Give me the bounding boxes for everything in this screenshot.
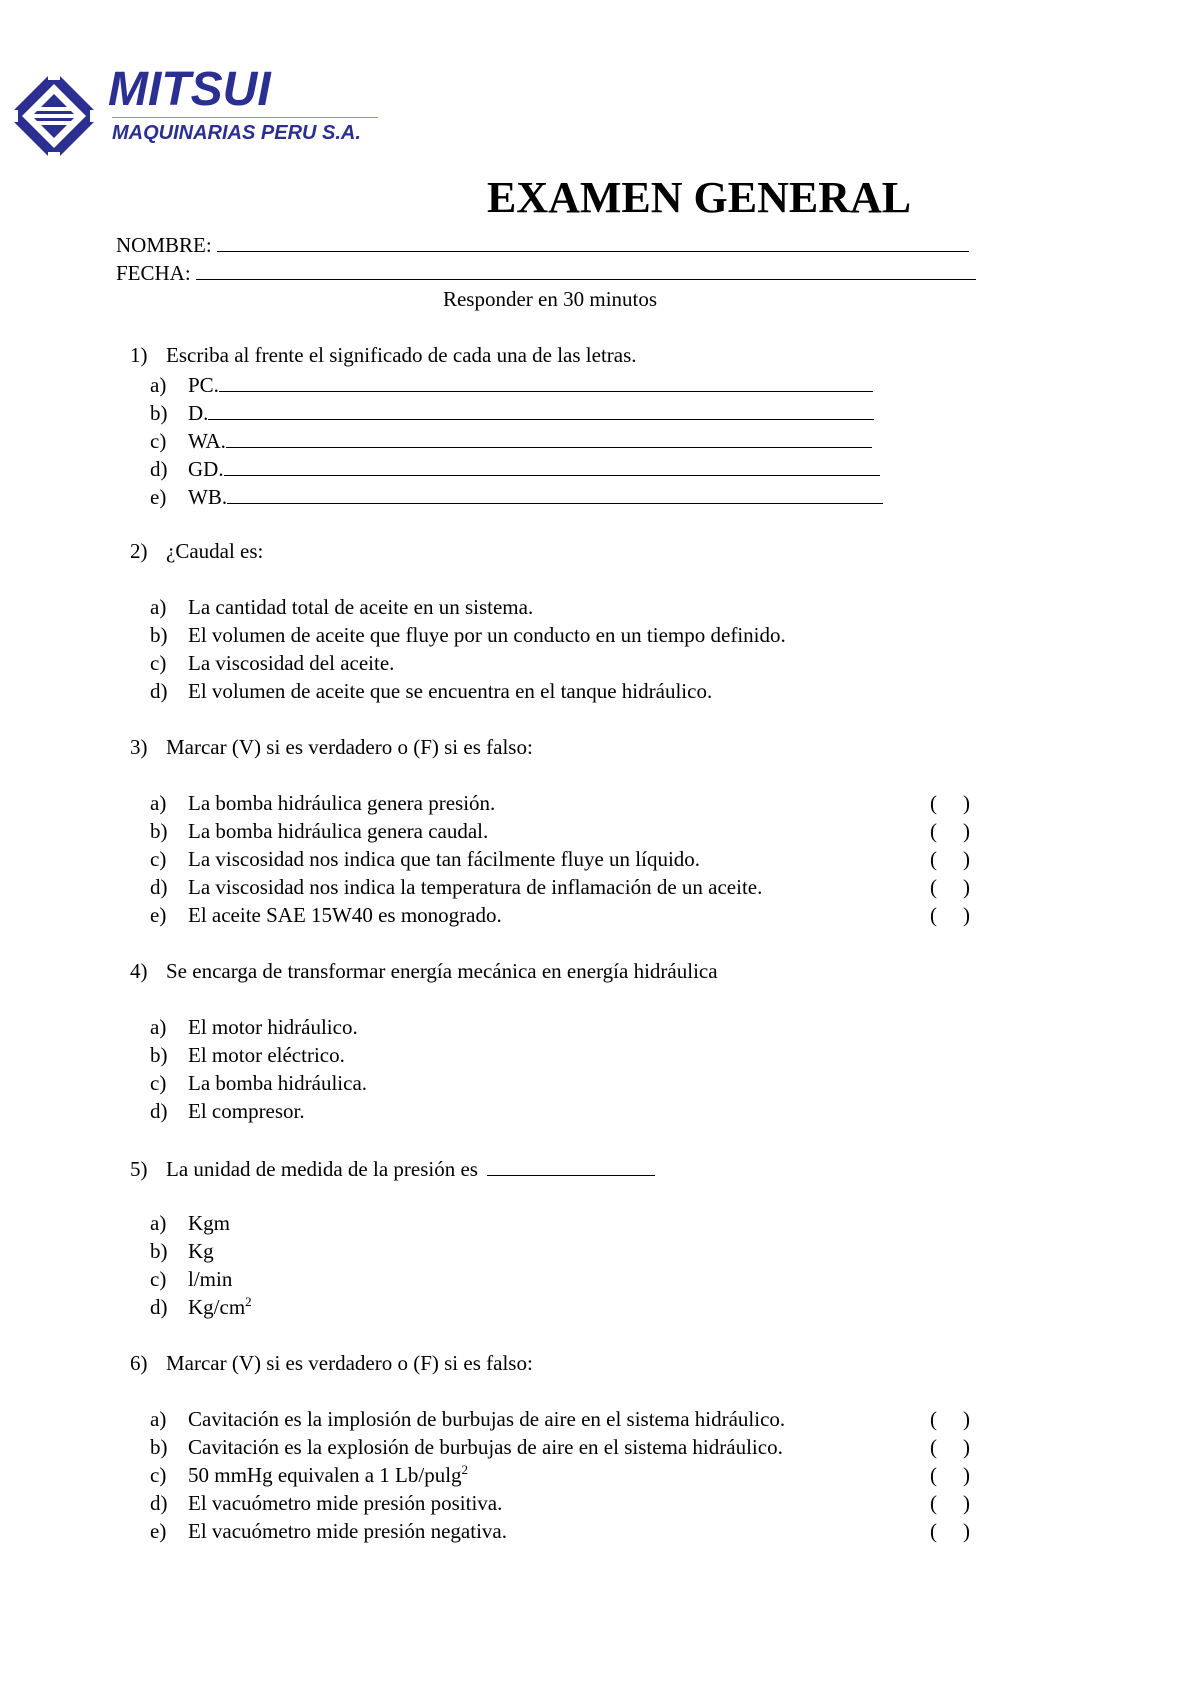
paren-close: ) [963, 1491, 970, 1515]
date-field [116, 261, 976, 284]
company-logo [8, 63, 378, 162]
option-letter: d) [150, 457, 168, 481]
option-2d[interactable] [150, 681, 712, 702]
true-false-box-3a[interactable] [930, 793, 970, 814]
option-letter: d) [150, 1099, 168, 1123]
option-text: PC. [188, 373, 219, 397]
answer-line[interactable] [226, 429, 872, 448]
true-false-box-3b[interactable] [930, 821, 970, 842]
option-text: El compresor. [188, 1099, 305, 1123]
option-letter: e) [150, 903, 167, 927]
option-text: El vacuómetro mide presión negativa. [188, 1519, 507, 1543]
option-4a[interactable] [150, 1017, 358, 1038]
option-text: El vacuómetro mide presión positiva. [188, 1491, 503, 1515]
option-text: El volumen de aceite que fluye por un conducto en un tiempo definido. [188, 623, 786, 647]
option-letter: a) [150, 1407, 167, 1431]
paren-open: ( [930, 1435, 937, 1459]
option-text: El motor hidráulico. [188, 1015, 358, 1039]
question-text: Marcar (V) si es verdadero o (F) si es falso: [166, 1351, 533, 1375]
paren-close: ) [963, 1435, 970, 1459]
option-text: La bomba hidráulica genera caudal. [188, 819, 489, 843]
question-5 [130, 1157, 655, 1180]
true-false-box-3e[interactable] [930, 905, 970, 926]
true-false-box-3c[interactable] [930, 849, 970, 870]
paren-close: ) [963, 1519, 970, 1543]
paren-close: ) [963, 791, 970, 815]
option-6d [150, 1493, 502, 1514]
option-5d[interactable] [150, 1294, 252, 1319]
question-number: 2) [130, 539, 148, 563]
option-6b [150, 1437, 783, 1458]
paren-open: ( [930, 903, 937, 927]
option-4d[interactable] [150, 1101, 305, 1122]
option-letter: c) [150, 1071, 167, 1095]
option-text: La cantidad total de aceite en un sistema. [188, 595, 534, 619]
true-false-box-6c[interactable] [930, 1465, 970, 1486]
option-letter: d) [150, 875, 168, 899]
option-letter: d) [150, 679, 168, 703]
option-text: Kgm [188, 1211, 230, 1235]
answer-line[interactable] [224, 457, 880, 476]
option-letter: b) [150, 819, 168, 843]
answer-line[interactable] [487, 1157, 655, 1176]
paren-close: ) [963, 847, 970, 871]
question-text: ¿Caudal es: [166, 539, 264, 563]
option-text: WB. [188, 485, 228, 509]
option-1d [150, 457, 880, 480]
option-text: Kg [188, 1239, 214, 1263]
true-false-box-6a[interactable] [930, 1409, 970, 1430]
paren-close: ) [963, 875, 970, 899]
name-blank-line[interactable] [217, 233, 969, 252]
option-5a[interactable] [150, 1213, 230, 1234]
option-letter: c) [150, 1463, 167, 1487]
name-label: NOMBRE: [116, 233, 212, 257]
option-6c [150, 1462, 469, 1487]
option-letter: c) [150, 429, 167, 453]
question-number: 1) [130, 343, 148, 367]
paren-open: ( [930, 819, 937, 843]
option-text: Cavitación es la explosión de burbujas de aire en el sistema hidráulico. [188, 1435, 783, 1459]
logo-divider [112, 117, 378, 118]
option-letter: a) [150, 1015, 167, 1039]
paren-close: ) [963, 1407, 970, 1431]
option-letter: d) [150, 1295, 168, 1319]
option-letter: b) [150, 401, 168, 425]
date-blank-line[interactable] [196, 261, 976, 280]
true-false-box-6e[interactable] [930, 1521, 970, 1542]
option-letter: b) [150, 1435, 168, 1459]
option-text: El volumen de aceite que se encuentra en el tanque hidráulico. [188, 679, 713, 703]
paren-open: ( [930, 1519, 937, 1543]
option-6a [150, 1409, 785, 1430]
true-false-box-6b[interactable] [930, 1437, 970, 1458]
question-text: Escriba al frente el significado de cada una de las letras. [166, 343, 637, 367]
paren-open: ( [930, 791, 937, 815]
option-2b[interactable] [150, 625, 786, 646]
option-letter: d) [150, 1491, 168, 1515]
question-1 [130, 345, 637, 366]
option-1e [150, 485, 883, 508]
option-letter: a) [150, 791, 167, 815]
option-letter: c) [150, 651, 167, 675]
answer-line[interactable] [208, 401, 874, 420]
paren-open: ( [930, 875, 937, 899]
option-2c[interactable] [150, 653, 394, 674]
option-letter: a) [150, 1211, 167, 1235]
option-text: La viscosidad nos indica la temperatura de inflamación de un aceite. [188, 875, 763, 899]
option-letter: c) [150, 1267, 167, 1291]
answer-line[interactable] [227, 485, 883, 504]
option-letter: b) [150, 623, 168, 647]
option-5c[interactable] [150, 1269, 232, 1290]
option-text: La viscosidad del aceite. [188, 651, 395, 675]
logo-brand: MITSUI [108, 63, 271, 116]
option-letter: b) [150, 1043, 168, 1067]
question-text: La unidad de medida de la presión es [166, 1157, 478, 1181]
question-text: Marcar (V) si es verdadero o (F) si es falso: [166, 735, 533, 759]
option-1b [150, 401, 874, 424]
option-6e [150, 1521, 507, 1542]
option-text: La bomba hidráulica genera presión. [188, 791, 496, 815]
option-3c [150, 849, 700, 870]
date-label: FECHA: [116, 261, 191, 285]
option-4c[interactable] [150, 1073, 367, 1094]
page-title: EXAMEN GENERAL [487, 173, 912, 222]
option-text: El aceite SAE 15W40 es monogrado. [188, 903, 502, 927]
option-text: WA. [188, 429, 226, 453]
option-letter: a) [150, 595, 167, 619]
option-1c [150, 429, 872, 452]
option-text: La bomba hidráulica. [188, 1071, 368, 1095]
option-1a [150, 373, 873, 396]
option-2a[interactable] [150, 597, 533, 618]
option-text: GD. [188, 457, 224, 481]
option-letter: b) [150, 1239, 168, 1263]
option-letter: e) [150, 1519, 167, 1543]
question-3 [130, 737, 533, 758]
question-number: 3) [130, 735, 148, 759]
paren-close: ) [963, 819, 970, 843]
mitsui-diamond-logo-icon [8, 70, 100, 162]
option-text: Cavitación es la implosión de burbujas de aire en el sistema hidráulico. [188, 1407, 786, 1431]
paren-open: ( [930, 1407, 937, 1431]
paren-open: ( [930, 847, 937, 871]
option-4b[interactable] [150, 1045, 345, 1066]
question-4 [130, 961, 718, 982]
instructions: Responder en 30 minutos [442, 287, 658, 311]
option-text: l/min [188, 1267, 233, 1291]
question-text: Se encarga de transformar energía mecánica en energía hidráulica [166, 959, 718, 983]
question-number: 5) [130, 1157, 148, 1181]
name-field [116, 233, 969, 256]
option-letter: c) [150, 847, 167, 871]
option-text: El motor eléctrico. [188, 1043, 345, 1067]
option-3a [150, 793, 495, 814]
answer-line[interactable] [219, 373, 873, 392]
option-text: Kg/cm [188, 1295, 246, 1319]
option-text: 50 mmHg equivalen a 1 Lb/pulg [188, 1463, 462, 1487]
superscript: 2 [461, 1462, 469, 1477]
option-text: La viscosidad nos indica que tan fácilmente fluye un líquido. [188, 847, 701, 871]
true-false-box-6d[interactable] [930, 1493, 970, 1514]
option-3b [150, 821, 488, 842]
option-text: D. [188, 401, 209, 425]
paren-open: ( [930, 1491, 937, 1515]
question-2 [130, 541, 263, 562]
option-5b[interactable] [150, 1241, 214, 1262]
option-letter: a) [150, 373, 167, 397]
paren-close: ) [963, 1463, 970, 1487]
paren-open: ( [930, 1463, 937, 1487]
paren-close: ) [963, 903, 970, 927]
question-number: 6) [130, 1351, 148, 1375]
question-number: 4) [130, 959, 148, 983]
option-3e [150, 905, 502, 926]
option-letter: e) [150, 485, 167, 509]
logo-subtitle: MAQUINARIAS PERU S.A. [112, 122, 361, 144]
question-6 [130, 1353, 533, 1374]
superscript: 2 [245, 1294, 252, 1309]
option-3d [150, 877, 762, 898]
true-false-box-3d[interactable] [930, 877, 970, 898]
